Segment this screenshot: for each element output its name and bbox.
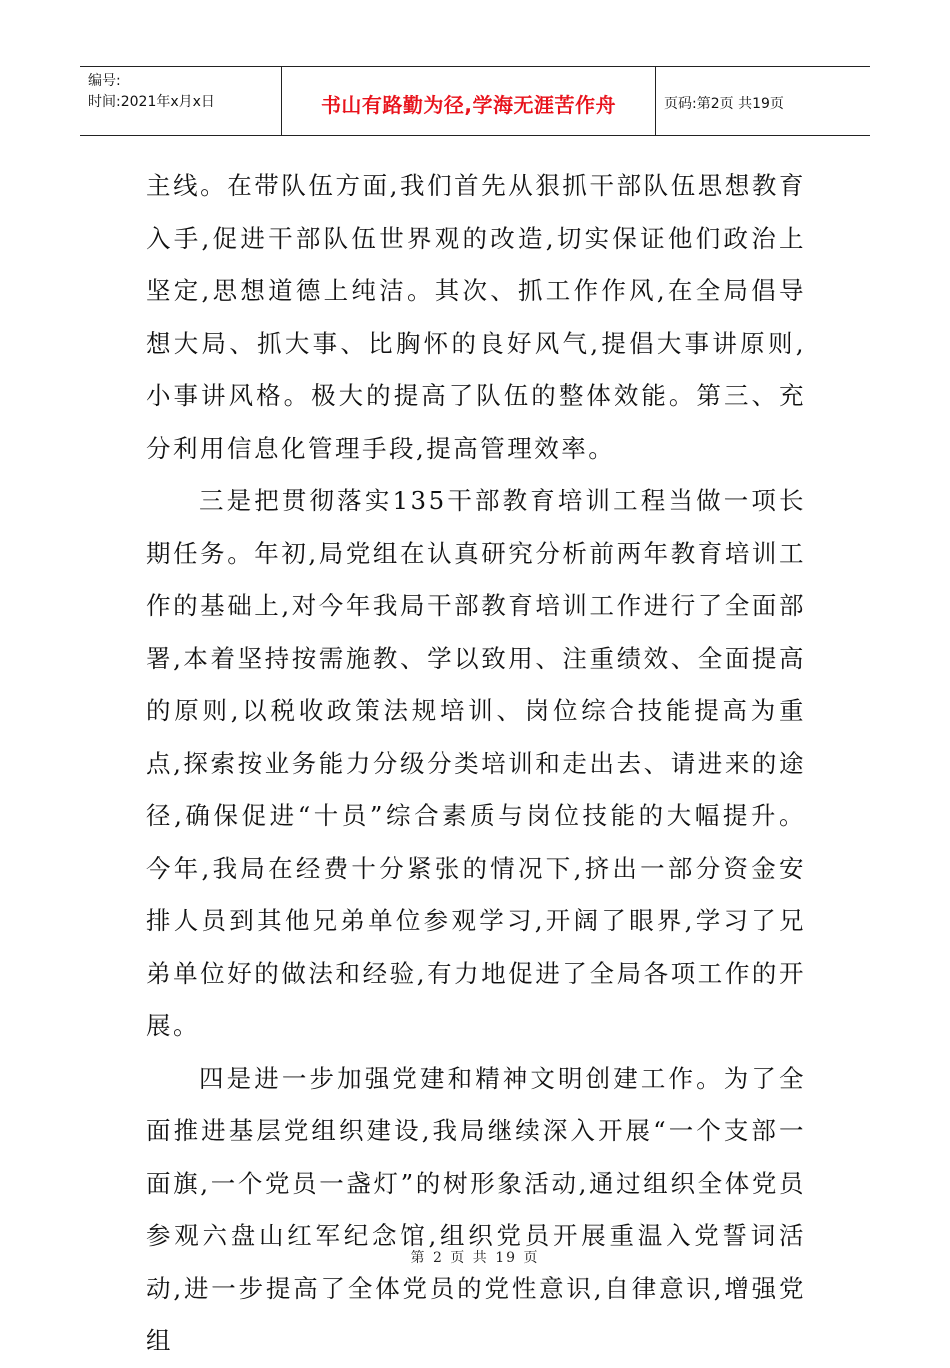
page-footer: 第 2 页 共 19 页 xyxy=(410,1250,540,1266)
motto-text: 书山有路勤为径,学海无涯苦作舟 xyxy=(320,92,617,117)
page-info: 页码:第2页 共19页 xyxy=(664,96,784,112)
paragraph-party-building: 四是进一步加强党建和精神文明创建工作。为了全面推进基层党组织建设,我局继续深入开展“一个支部一面旗,一个党员一盏灯”的树形象活动,通过组织全体党员参观六盘山红军纪念馆,组织党员开展重温入党誓词活动,进一步提高了全体党员的党性意识,自律意识,增强党组 xyxy=(146,1063,806,1355)
document-body xyxy=(146,160,806,1368)
header-meta xyxy=(80,67,282,135)
paragraph-training: 三是把贯彻落实135干部教育培训工程当做一项长期任务。年初,局党组在认真研究分析前两年教育培训工作的基础上,对今年我局干部教育培训工作进行了全面部署,本着坚持按需施教、学以致用、注重绩效、全面提高的原则,以税收政策法规培训、岗位综合技能提高为重点,探索按业务能力分级分类培训和走出去、请进来的途径,确保促进“十员”综合素质与岗位技能的大幅提升。今年,我局在经费十分紧张的情况下,挤出一部分资金安排人员到其他兄弟单位参观学习,开阔了眼界,学习了兄弟单位好的做法和经验,有力地促进了全局各项工作的开展。 xyxy=(146,486,806,1040)
number-label: 编号: xyxy=(88,73,121,89)
header-page-info-cell xyxy=(656,67,870,135)
header-motto-cell xyxy=(282,67,656,135)
time-label: 时间:2021年x月x日 xyxy=(88,94,215,110)
page-header xyxy=(80,66,870,136)
paragraph-continuation: 主线。在带队伍方面,我们首先从狠抓干部队伍思想教育入手,促进干部队伍世界观的改造,切实保证他们政治上坚定,思想道德上纯洁。其次、抓工作作风,在全局倡导想大局、抓大事、比胸怀的良好风气,提倡大事讲原则,小事讲风格。极大的提高了队伍的整体效能。第三、充分利用信息化管理手段,提高管理效率。 xyxy=(146,171,806,463)
